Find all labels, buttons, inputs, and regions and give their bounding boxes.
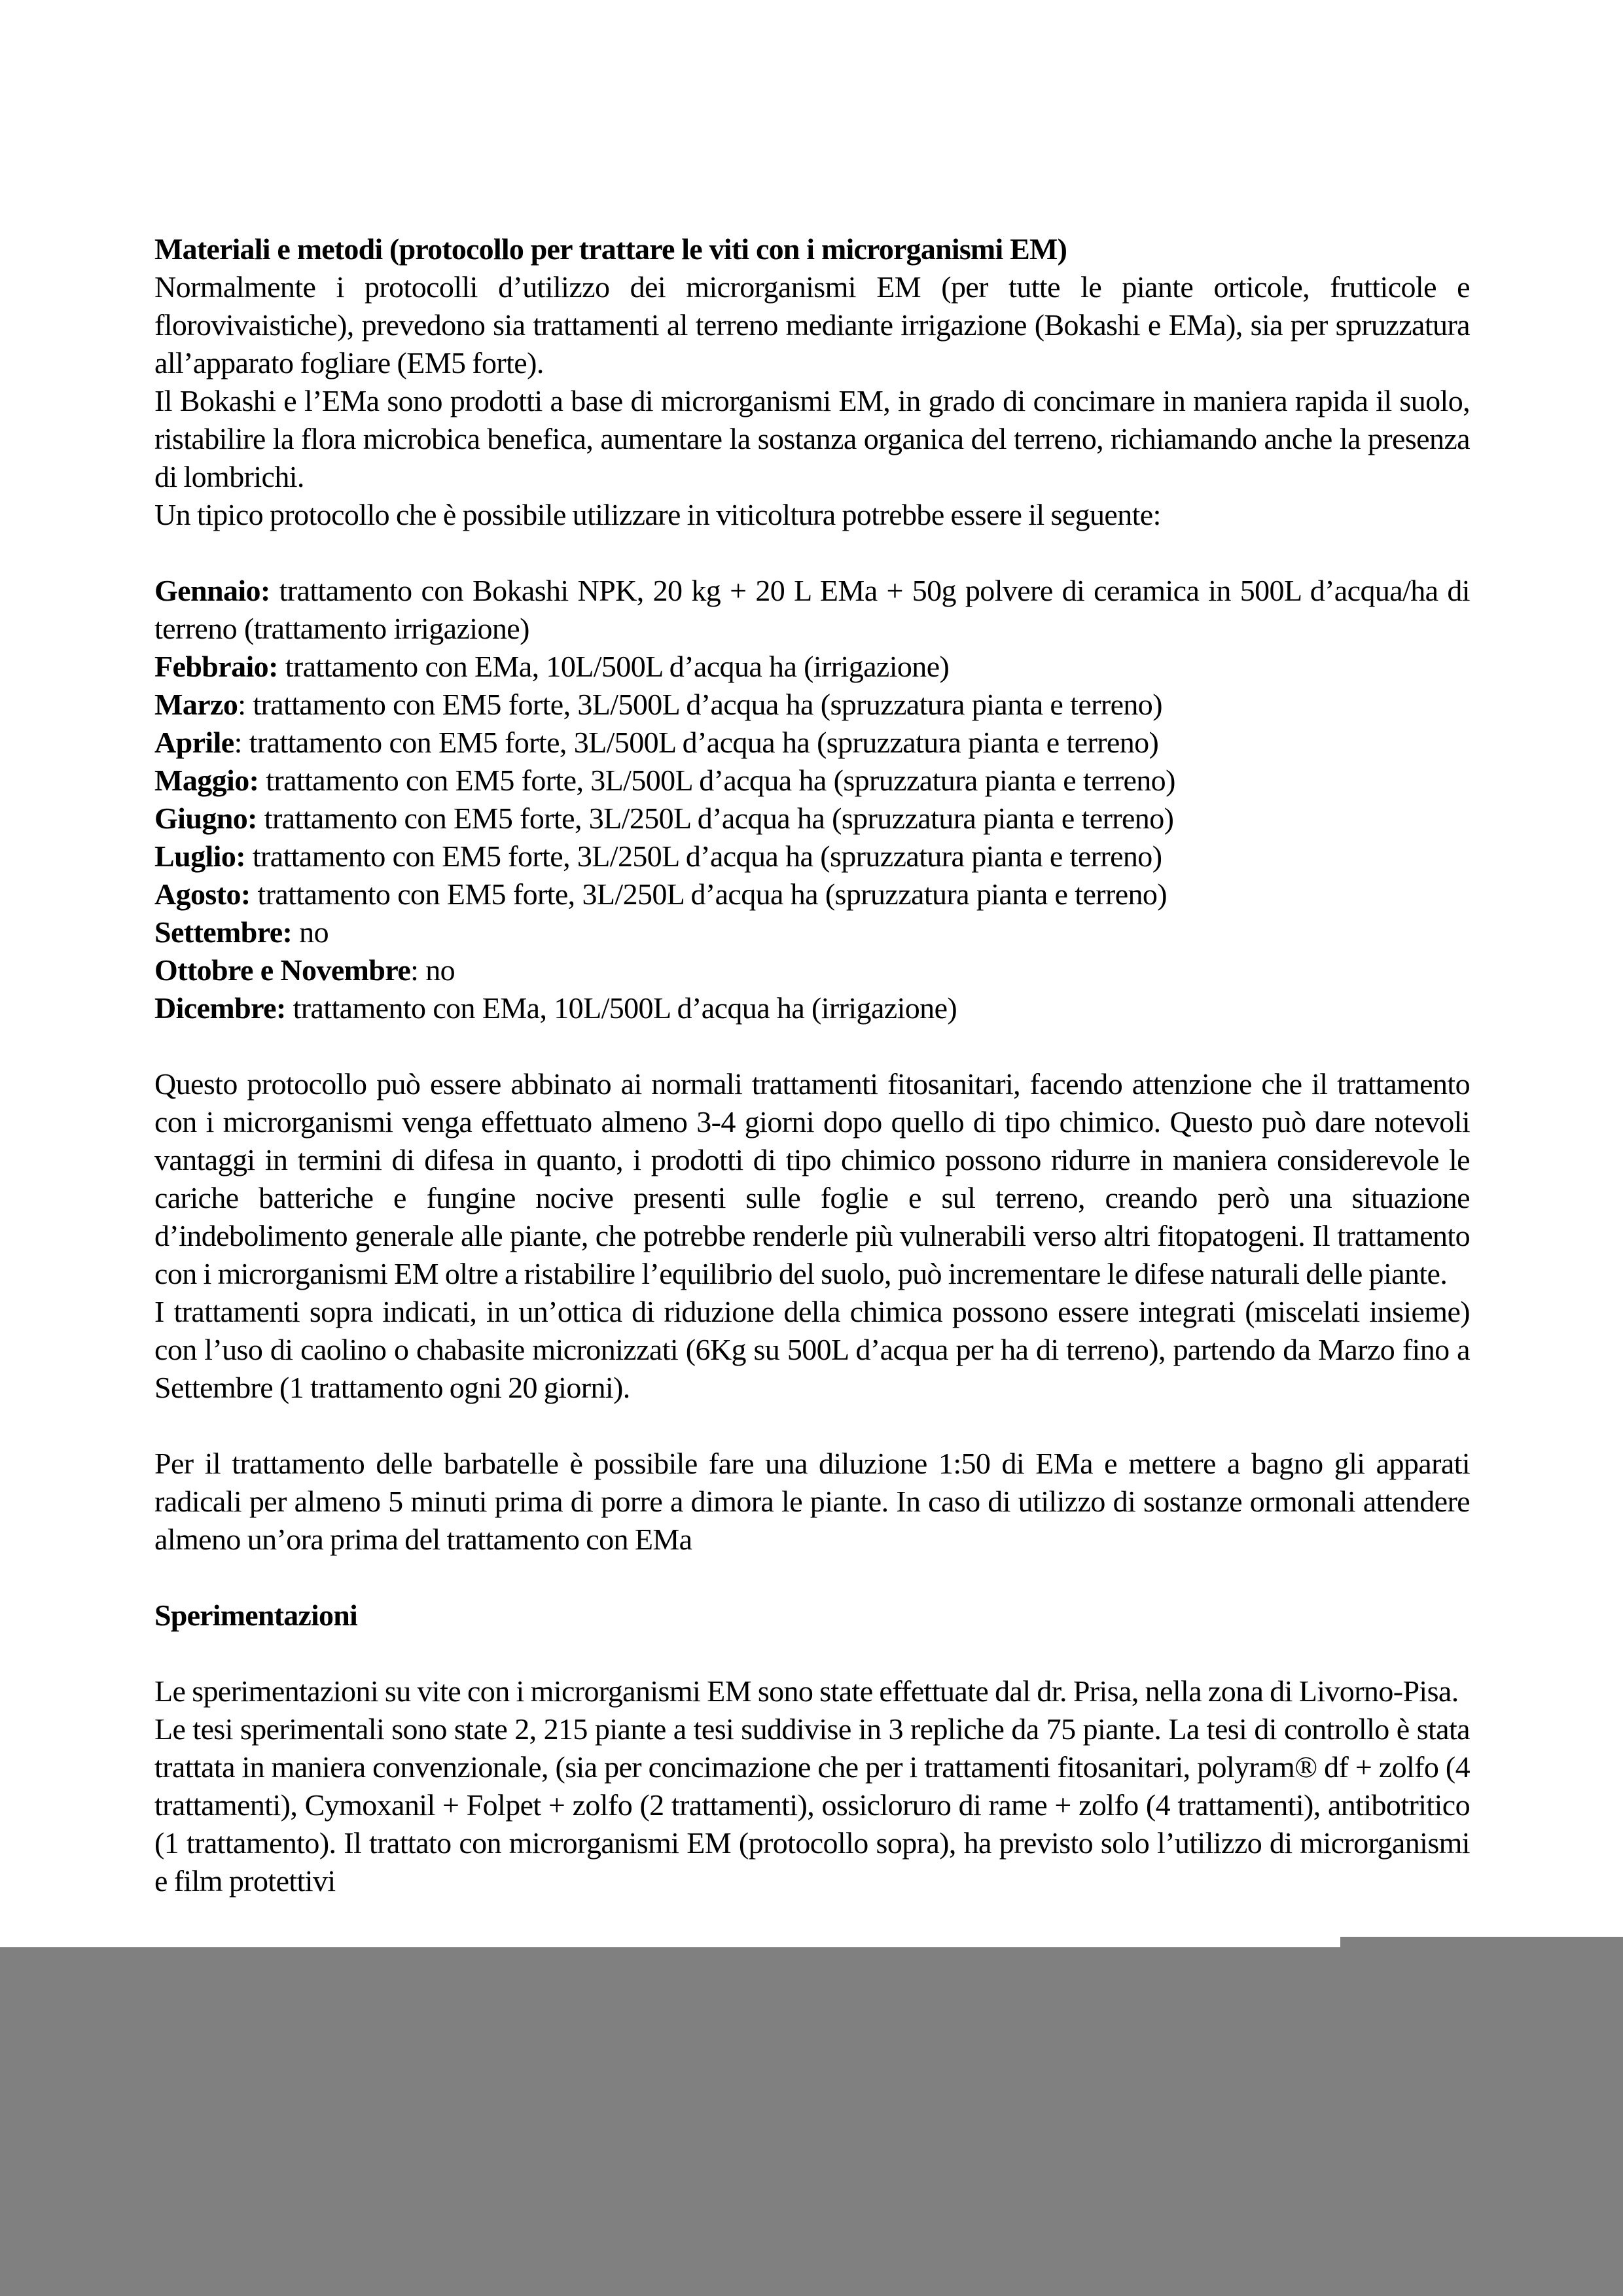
monthly-protocol-list (154, 572, 1470, 1027)
protocol-item-settembre (154, 913, 1470, 951)
spacer (154, 1634, 1470, 1672)
month-treatment: trattamento con EM5 forte, 3L/250L d’acqua ha (spruzzatura pianta e terreno) (250, 877, 1168, 911)
paragraph: Per il trattamento delle barbatelle è possibile fare una diluzione 1:50 di EMa e mettere a bagno gli apparati radicali per almeno 5 minuti prima di porre a dimora le piante. In caso di utilizzo di sostanze ormonali attendere almeno un’ora prima del trattamento con EMa (154, 1447, 1470, 1556)
month-treatment: no (292, 915, 329, 949)
spacer (154, 534, 1470, 572)
paragraph: Le sperimentazioni su vite con i microrganismi EM sono state effettuate dal dr. Prisa, nella zona di Livorno-Pisa. (154, 1674, 1459, 1708)
document-page (154, 230, 1470, 1900)
month-treatment: trattamento con Bokashi NPK, 20 kg + 20 L EMa + 50g polvere di ceramica in 500L d’acqua/ha di terreno (trattamento irrigazione) (154, 574, 1470, 645)
month-treatment: : trattamento con EM5 forte, 3L/500L d’acqua ha (spruzzatura pianta e terreno) (238, 688, 1162, 721)
protocol-item-maggio (154, 762, 1470, 800)
protocol-item-febbraio (154, 648, 1470, 686)
month-label: Settembre: (154, 915, 293, 949)
section-heading-materiali-metodi: Materiali e metodi (protocollo per trattare le viti con i microrganismi EM) (154, 232, 1067, 266)
month-treatment: trattamento con EMa, 10L/500L d’acqua ha (irrigazione) (277, 650, 950, 683)
paragraph: Questo protocollo può essere abbinato ai normali trattamenti fitosanitari, facendo attenzione che il trattamento con i microrganismi venga effettuato almeno 3-4 giorni dopo quello di tipo chimico. Questo può dare notevoli vantaggi in termini di difesa in quanto, i prodotti di tipo chimico possono ridurre in maniera considerevole le cariche batteriche e fungine nocive presenti sulle foglie e sul terreno, creando però una situazione d’indebolimento generale alle piante, che potrebbe renderle più vulnerabili verso altri fitopatogeni. Il trattamento con i microrganismi EM oltre a ristabilire l’equilibrio del suolo, può incrementare le difese naturali delle piante. (154, 1067, 1470, 1290)
month-label: Dicembre: (154, 991, 286, 1025)
protocol-item-dicembre (154, 989, 1470, 1027)
month-treatment: trattamento con EMa, 10L/500L d’acqua ha (irrigazione) (285, 991, 957, 1025)
gray-overlay (0, 1947, 1340, 2296)
protocol-item-marzo (154, 686, 1470, 724)
spacer (154, 1027, 1470, 1065)
protocol-item-giugno (154, 800, 1470, 838)
section-heading-sperimentazioni: Sperimentazioni (154, 1598, 357, 1632)
month-label: Aprile (154, 726, 234, 759)
month-label: Agosto: (154, 877, 251, 911)
paragraph: Normalmente i protocolli d’utilizzo dei microrganismi EM (per tutte le piante orticole, frutticole e florovivaistiche), prevedono sia trattamenti al terreno mediante irrigazione (Bokashi e EMa), sia per spruzzatura all’apparato fogliare (EM5 forte). (154, 270, 1470, 380)
month-treatment: trattamento con EM5 forte, 3L/250L d’acqua ha (spruzzatura pianta e terreno) (245, 839, 1162, 873)
protocol-item-gennaio (154, 572, 1470, 648)
paragraph: Il Bokashi e l’EMa sono prodotti a base di microrganismi EM, in grado di concimare in maniera rapida il suolo, ristabilire la flora microbica benefica, aumentare la sostanza organica del terreno, richiamando anche la presenza di lombrichi. (154, 384, 1470, 493)
protocol-item-ottobre-novembre (154, 951, 1470, 989)
paragraph: I trattamenti sopra indicati, in un’ottica di riduzione della chimica possono essere integrati (miscelati insieme) con l’uso di caolino o chabasite micronizzati (6Kg su 500L d’acqua per ha di terreno), partendo da Marzo fino a Settembre (1 trattamento ogni 20 giorni). (154, 1295, 1470, 1404)
month-label: Febbraio: (154, 650, 278, 683)
gray-overlay (1340, 1937, 1623, 2296)
month-label: Giugno: (154, 802, 257, 835)
protocol-item-luglio (154, 838, 1470, 875)
month-treatment: : trattamento con EM5 forte, 3L/500L d’acqua ha (spruzzatura pianta e terreno) (234, 726, 1159, 759)
month-treatment: trattamento con EM5 forte, 3L/500L d’acqua ha (spruzzatura pianta e terreno) (259, 764, 1175, 797)
month-label: Luglio: (154, 839, 245, 873)
protocol-item-agosto (154, 875, 1470, 913)
month-label: Gennaio: (154, 574, 270, 607)
paragraph: Un tipico protocollo che è possibile utilizzare in viticoltura potrebbe essere il seguente: (154, 498, 1161, 531)
month-label: Ottobre e Novembre (154, 953, 411, 987)
month-label: Maggio: (154, 764, 259, 797)
spacer (154, 1407, 1470, 1445)
month-treatment: : no (410, 953, 455, 987)
paragraph: Le tesi sperimentali sono state 2, 215 piante a tesi suddivise in 3 repliche da 75 piante. La tesi di controllo è stata trattata in maniera convenzionale, (sia per concimazione che per i trattamenti fitosanitari, polyram® df + zolfo (4 trattamenti), Cymoxanil + Folpet + zolfo (2 trattamenti), ossicloruro di rame + zolfo (4 trattamenti), antibotritico (1 trattamento). Il trattato con microrganismi EM (protocollo sopra), ha previsto solo l’utilizzo di microrganismi e film protettivi (154, 1712, 1470, 1898)
month-treatment: trattamento con EM5 forte, 3L/250L d’acqua ha (spruzzatura pianta e terreno) (257, 802, 1174, 835)
spacer (154, 1559, 1470, 1597)
month-label: Marzo (154, 688, 238, 721)
protocol-item-aprile (154, 724, 1470, 762)
